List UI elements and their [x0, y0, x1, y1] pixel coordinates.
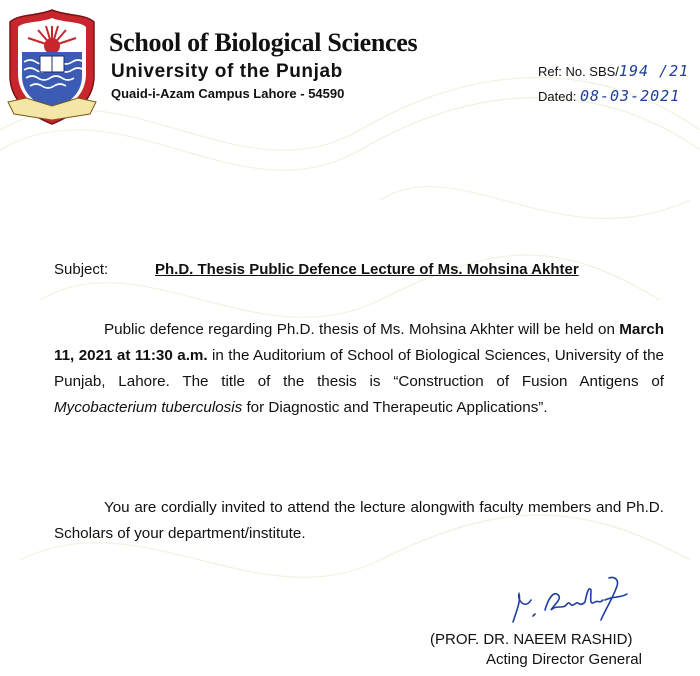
university-name: University of the Punjab [111, 61, 343, 82]
letter-date [538, 87, 680, 105]
organism-name: Mycobacterium tuberculosis [54, 399, 243, 416]
body-paragraph-2: You are cordially invited to attend the lecture alongwith faculty members and Ph.D. Scholars of your department/institute. [54, 499, 664, 542]
defence-date-time: March 11, 2021 at 11:30 a.m. [54, 321, 664, 364]
paragraph-1-part-a: Public defence regarding Ph.D. thesis of Ms. Mohsina Akhter will be held on [104, 321, 620, 338]
paragraph-1-part-c: for Diagnostic and Therapeutic Applications”. [242, 399, 548, 416]
paragraph-1-part-b: in the Auditorium of School of Biological Sciences, University of the Punjab, Lahore. The title of the thesis is “Construction of Fusion Antigens of [54, 347, 665, 390]
signatory-title: Acting Director General [486, 651, 642, 668]
date-value: 08-03-2021 [579, 87, 681, 105]
subject-label: Subject: [54, 261, 109, 278]
campus-address: Quaid-i-Azam Campus Lahore - 54590 [111, 86, 345, 101]
reference-value: 194 /21 [618, 62, 690, 80]
university-crest-icon [6, 6, 98, 126]
reference-label: Ref: No. SBS/ [538, 64, 619, 79]
body-paragraph-1 [54, 317, 664, 421]
date-label: Dated: [538, 89, 577, 104]
school-name: School of Biological Sciences [109, 28, 418, 57]
subject-text: Ph.D. Thesis Public Defence Lecture of Ms. Mohsina Akhter [155, 261, 579, 278]
signature [505, 570, 635, 630]
signatory-name: (PROF. DR. NAEEM RASHID) [430, 631, 633, 648]
reference-number [538, 62, 689, 80]
